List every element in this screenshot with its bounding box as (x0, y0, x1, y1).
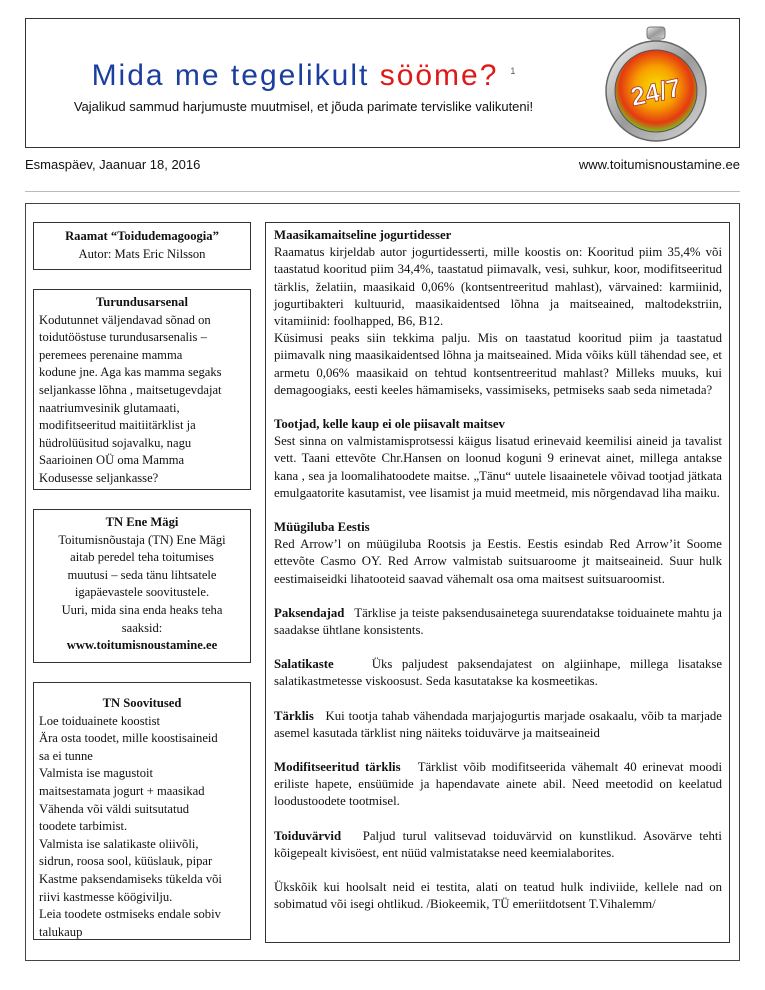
section-heading: Paksendajad (274, 605, 345, 620)
section-heading: Müügiluba Eestis (274, 520, 370, 535)
tip-line: talukaup (39, 924, 83, 939)
section-text: Ükskõik kui hoolsalt neid ei testita, alati on teatud hulk indiviide, kellele nad on sobimatud või isegi ohtlikud. /Biokeemik, TÜ emeriitdotsent T.Vihalemm/ (274, 880, 722, 912)
section-heading: Tootjad, kelle kaup ei ole piisavalt maitsev (274, 417, 505, 432)
book-author: Autor: Mats Eric Nilsson (78, 246, 206, 261)
section-heading: Salatikaste (274, 657, 334, 672)
section-text: Tärklise ja teiste paksendusainetega suurendatakse toiduainete mahtu ja saadakse ühtlane konsistents. (274, 605, 722, 638)
section-text: Red Arrow’l on müügiluba Rootsis ja Eestis. Eestis esindab Red Arrow’it Soome ettevõte Casmo OY. Red Arrow valmistab suitsuaroome jt maitseaineid. Suur hulk eestimaiseidki lihatooteid saavad vähemalt osa oma maitsest suitsuaroomist. (274, 537, 722, 586)
section-heading: Modifitseeritud tärklis (274, 760, 401, 775)
section-text: Küsimusi peaks siin tekkima palju. Mis on taastatud kooritud piim ja taastatud piimavalk ning maasikaidentsed lõhna ja maitseained. Mida võiks küll tähendad see, et armetu 0,06% maasikaid on tehtud kontsentreeritud mahlast? Milleks muuks, kui demagoogiaks, eesti keeles hämamiseks, vassimiseks, petmiseks saab seda nimetada? (274, 331, 722, 397)
tip-line: Loe toiduainete koostist (39, 713, 161, 728)
marketing-line: modifitseeritud maitiitärklist ja (39, 418, 196, 433)
newsletter-title (26, 59, 581, 93)
stopwatch-24-7-icon (593, 21, 718, 146)
website-link[interactable]: www.toitumisnoustamine.ee (578, 157, 740, 172)
section-text: Kui tootja tahab vähendada marjajogurtis marjade osakaalu, võib ta marjade asemel kasutada tärklist ning näiteks toiduvärve ja maitseaineid (274, 708, 722, 740)
marketing-line: toidutööstuse turundusarsenalis – (39, 330, 207, 345)
section-heading: Toiduvärvid (274, 828, 342, 843)
tn-ene-line: Toitumisnõustaja (TN) Ene Mägi (58, 532, 226, 547)
section-heading: Tärklis (274, 708, 314, 723)
tip-line: Valmista ise magustoit (39, 766, 154, 781)
clock-label: 24/7 (627, 72, 684, 112)
tn-ene-box (33, 509, 251, 663)
newsletter-subtitle: Vajalikud sammud harjumuste muutmisel, et jõuda parimate tervislike valikuteni! (73, 99, 534, 114)
marketing-line: peremees perenaine mamma (39, 347, 183, 362)
section-heading: Maasikamaitseline jogurtidesser (274, 228, 452, 242)
header-box (25, 18, 740, 148)
tip-line: toodete tarbimist. (39, 819, 128, 834)
tip-line: Ära osta toodet, mille koostisaineid (39, 731, 218, 746)
tn-ene-website-link[interactable]: www.toitumisnoustamine.ee (66, 638, 218, 653)
tn-ene-line: muutusi – seda tänu lihtsatele (67, 567, 217, 582)
tip-line: sidrun, roosa sool, küüslauk, pipar (39, 854, 213, 869)
book-title: Raamat “Toidudemagoogia” (65, 229, 219, 243)
header-divider (25, 191, 740, 192)
marketing-line: naatriumvesinik glutamaati, (39, 400, 180, 415)
section-text: Raamatus kirjeldab autor jogurtidesserti, mille koostis on: Kooritud piim 35,4% või taastatud kooritud piim 34,4%, taastatud piimavalk, vesi, suhkur, koor, modifitseeritud tärklis, želatiin, maasikaid 0,06% (kontsentreeritud mahlast), värvained: karmiinid, jogurtibakteri kultuurid, maasikaidentsed lõhna ja maitseained, maltodekstriin, vitamiinid: foolhapped, B6, B12. (274, 245, 722, 329)
title-part-red: sööme? (379, 59, 499, 92)
tn-ene-line: aitab peredel teha toitumises (70, 550, 214, 565)
tn-ene-title: TN Ene Mägi (105, 515, 179, 529)
tip-line: riivi kastmesse köögivilju. (39, 889, 173, 904)
marketing-line: Saarioinen OÜ oma Mamma (39, 453, 185, 468)
tn-ene-line: igapäevastele soovitustele. (74, 585, 210, 600)
marketing-line: Kodusesse seljankasse? (39, 470, 159, 485)
marketing-line: kodune jne. Aga kas mamma segaks (39, 365, 222, 380)
title-part-blue: Mida me tegelikult (91, 59, 370, 92)
tn-ene-line: saaksid: (121, 620, 163, 635)
section-text: Sest sinna on valmistamisprotsessi käigus lisatud erinevaid keemilisi aineid ja tavalist vett. Taani ettevõte Chr.Hansen on loonud koguni 9 erinevat ainet, millega antakse kana , sea ja loomalihatoodete maitse. „Tänu“ uutele lisaainetele võivad tootjad jätkata emulgaatorite kasutamist, vee lisamist ja muid meetmeid, mis nõrgendavad liha maiku. (274, 434, 722, 500)
tip-line: maitsestamata jogurt + maasikad (39, 783, 205, 798)
marketing-title: Turundusarsenal (96, 295, 188, 309)
marketing-line: hüdrolüüsitud sojavalku, nagu (39, 435, 192, 450)
title-footnote-mark: 1 (510, 66, 516, 76)
section-text: Üks paljudest paksendajatest on algiinhape, millega lisatakse salatikastmetesse viskoosust. Seda kasutatakse ka kosmeetikas. (274, 657, 723, 689)
tn-ene-line: Uuri, mida sina enda heaks teha (61, 602, 223, 617)
section-text: Tärklist võib modifitseerida vähemalt 40 erinevat moodi eriliste hapete, ensüümide ja hapendavate ainete abil. Need meetodid on keelatud loodustoodete tootmisel. (274, 760, 722, 809)
section-text: Paljud turul valitsevad toiduvärvid on kunstlikud. Asovärve tehti kõigepealt kivisöest, ent nüüd valmistatakse need keemialaborites. (274, 828, 722, 860)
marketing-box (33, 289, 251, 490)
tip-line: Kastme paksendamiseks tükelda või (39, 871, 222, 886)
tip-line: Vähenda või väldi suitsutatud (39, 801, 190, 816)
tips-box (33, 682, 251, 940)
issue-date: Esmaspäev, Jaanuar 18, 2016 (25, 157, 201, 172)
book-box (33, 222, 251, 270)
marketing-line: seljankasse lõhna , maitsetugevdajat (39, 382, 222, 397)
main-article (265, 222, 730, 943)
marketing-line: Kodutunnet väljendavad sõnad on (39, 312, 211, 327)
tip-line: Leia toodete ostmiseks endale sobiv (39, 907, 221, 922)
tip-line: sa ei tunne (39, 748, 93, 763)
tips-title: TN Soovitused (102, 696, 182, 710)
tip-line: Valmista ise salatikaste oliivõli, (39, 836, 199, 851)
